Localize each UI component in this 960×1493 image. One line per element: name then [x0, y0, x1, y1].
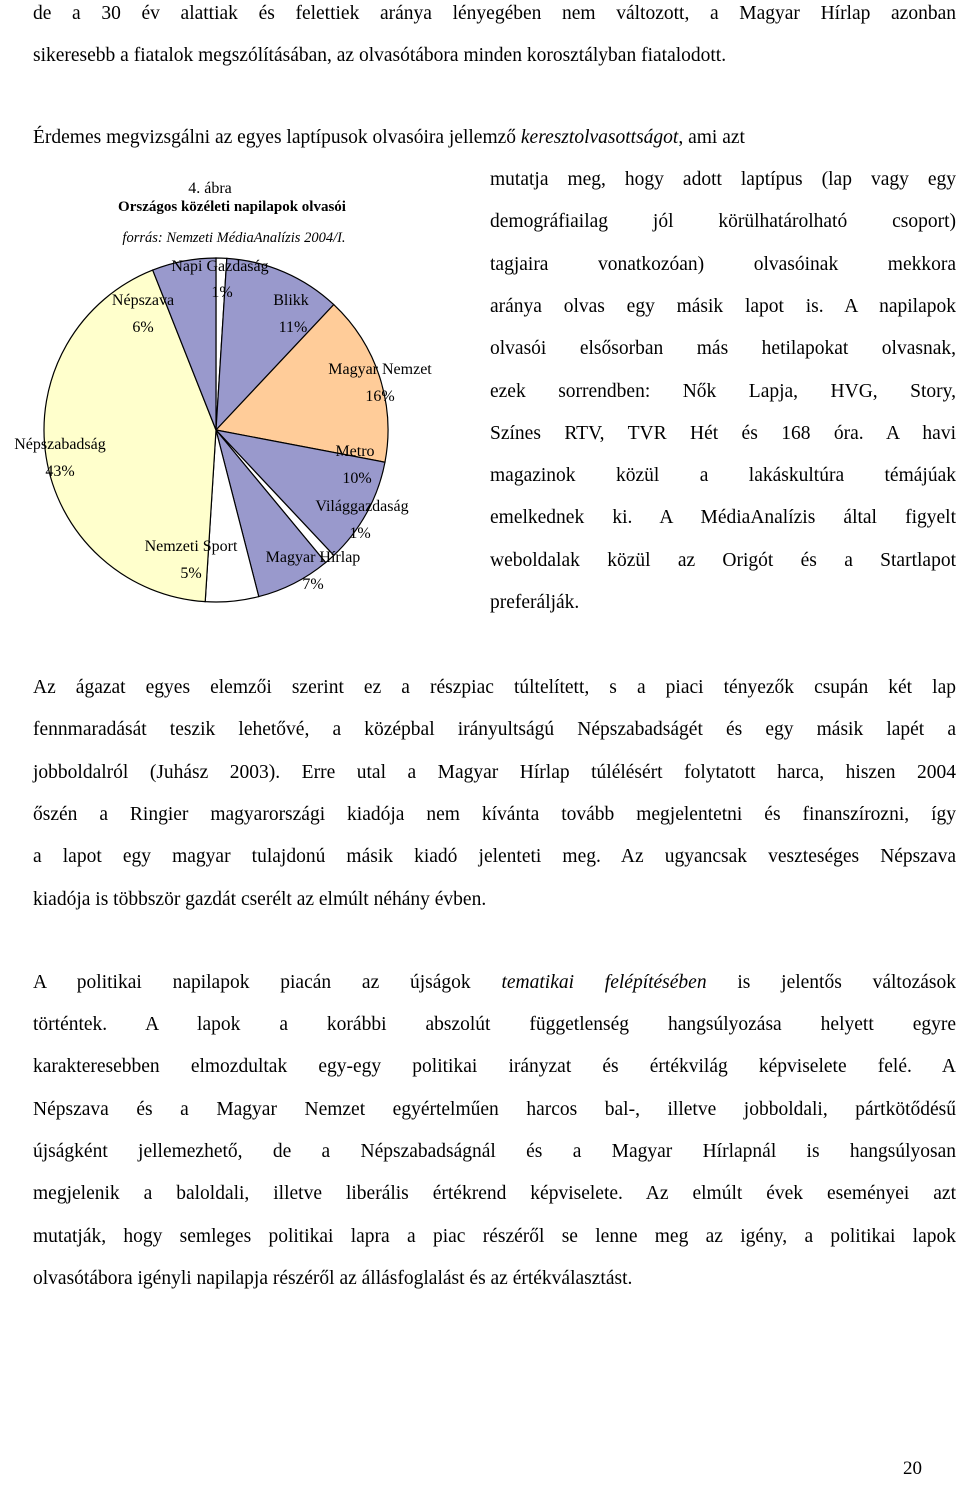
pie-label-value-6: 5%: [180, 565, 202, 582]
pie-label-name-7: Népszabadság: [14, 436, 106, 453]
pie-label-value-0: 1%: [211, 284, 233, 301]
pie-label-name-1: Blikk: [273, 292, 309, 309]
pie-label-value-8: 6%: [132, 319, 154, 336]
para3-emphasis: tematikai felépítésében: [501, 972, 707, 993]
para3-line-2: történtek. A lapok a korábbi abszolút függetlenség hangsúlyozása helyett egyre: [33, 1014, 956, 1035]
side-lines-line-1: mutatja meg, hogy adott laptípus (lap vagy egy: [490, 169, 956, 190]
pie-label-name-2: Magyar Nemzet: [328, 361, 432, 378]
para1-emphasis: keresztolvasottságot: [520, 127, 679, 148]
pie-label-name-0: Napi Gazdaság: [171, 258, 269, 275]
para2-line-6: kiadója is többször gazdát cserélt az elmúlt néhány évben.: [33, 888, 487, 910]
side-lines-line-3: tagjaira vonatkozóan) olvasóinak mekkora: [490, 253, 956, 275]
para2-line-1: Az ágazat egyes elemzői szerint ez a részpiac túltelített, s a piaci tényezők csupán két lap: [33, 677, 956, 698]
side-lines-line-4: aránya olvas egy másik lapot is. A napilapok: [490, 295, 956, 317]
pie-label-name-6: Nemzeti Sport: [144, 538, 238, 555]
para1-text-b: , ami azt: [678, 127, 745, 148]
pie-label-name-4: Világgazdaság: [315, 498, 409, 515]
para3-line-4: Népszava és a Magyar Nemzet egyértelműen harcos bal-, illetve jobboldali, pártkötődésű: [33, 1098, 956, 1120]
side-lines-line-9: emelkednek ki. A MédiaAnalízis által figyelt: [490, 507, 956, 529]
para3-line-8: olvasótábora igényli napilapja részéről az állásfoglalást és az értékválasztást.: [33, 1267, 633, 1289]
para1-text-a: Érdemes megvizsgálni az egyes laptípusok olvasóira jellemző: [33, 127, 521, 148]
figure-number: 4. ábra: [188, 180, 232, 197]
para3-text-a: A politikai napilapok piacán az újságok: [33, 972, 502, 993]
pie-label-value-5: 7%: [302, 576, 324, 593]
para3-line-6: megjelenik a baloldali, illetve liberális értékrend képviselete. Az elmúlt évek eseményei azt: [33, 1183, 956, 1205]
para0-line-2: sikeresebb a fiatalok megszólításában, az olvasótábora minden korosztályban fiatalodott.: [33, 45, 727, 66]
para3-line-3: karakteresebben elmozdultak egy-egy politikai irányzat és értékvilág képviselete felé. A: [33, 1056, 956, 1078]
side-lines-line-10: weboldalak közül az Origót és a Startlapot: [490, 549, 956, 571]
para2-line-3: jobboldalról (Juhász 2003). Erre utal a Magyar Hírlap túlélésért folytatott harca, hiszen 2004: [33, 761, 956, 783]
para3-line-7: mutatják, hogy semleges politikai lapra a piac részéről se lenne meg az igény, a politikai lapok: [33, 1225, 956, 1247]
side-lines-line-7: Színes RTV, TVR Hét és 168 óra. A havi: [490, 422, 956, 444]
side-lines-line-8: magazinok közül a lakáskultúra témájúak: [490, 465, 956, 487]
para1-line-1: [33, 126, 956, 150]
pie-label-value-4: 1%: [349, 525, 371, 542]
para3-line-1: [33, 971, 956, 995]
pie-chart-figure: [0, 170, 470, 610]
figure-title: Országos közéleti napilapok olvasói: [118, 199, 346, 215]
pie-label-value-1: 11%: [278, 319, 308, 336]
side-lines-line-11: preferálják.: [490, 592, 580, 613]
pie-label-name-8: Népszava: [111, 292, 175, 309]
side-lines-line-6: ezek sorrendben: Nők Lapja, HVG, Story,: [490, 380, 956, 402]
side-lines-line-2: demográfiailag jól körülhatárolható csoport): [490, 211, 956, 233]
para3-line-5: újságként jellemezhető, de a Népszabadságnál és a Magyar Hírlapnál is hangsúlyosan: [33, 1140, 956, 1162]
para2-line-4: őszén a Ringier magyarországi kiadója nem kívánta tovább megjelentetni és finanszírozni, így: [33, 803, 956, 825]
pie-label-value-3: 10%: [342, 470, 372, 487]
pie-label-value-2: 16%: [365, 388, 395, 405]
page-number: 20: [903, 1458, 922, 1479]
pie-label-name-3: Metro: [335, 443, 375, 460]
para2-line-5: a lapot egy magyar tulajdonú másik kiadó jelenteti meg. Az ugyancsak veszteséges Népszava: [33, 846, 956, 868]
para2-line-2: fennmaradását teszik lehetővé, a középbal irányultságú Népszabadságét és egy másik lapét a: [33, 719, 956, 741]
pie-label-value-7: 43%: [45, 463, 75, 480]
side-lines-line-5: olvasói elsősorban más hetilapokat olvasnak,: [490, 338, 956, 360]
para3-text-b: is jelentős változások: [706, 972, 956, 993]
figure-source: forrás: Nemzeti MédiaAnalízis 2004/I.: [122, 230, 346, 246]
para0-line-1: de a 30 év alattiak és felettiek aránya lényegében nem változott, a Magyar Hírlap azonban: [33, 3, 956, 24]
pie-label-name-5: Magyar Hírlap: [265, 549, 361, 566]
